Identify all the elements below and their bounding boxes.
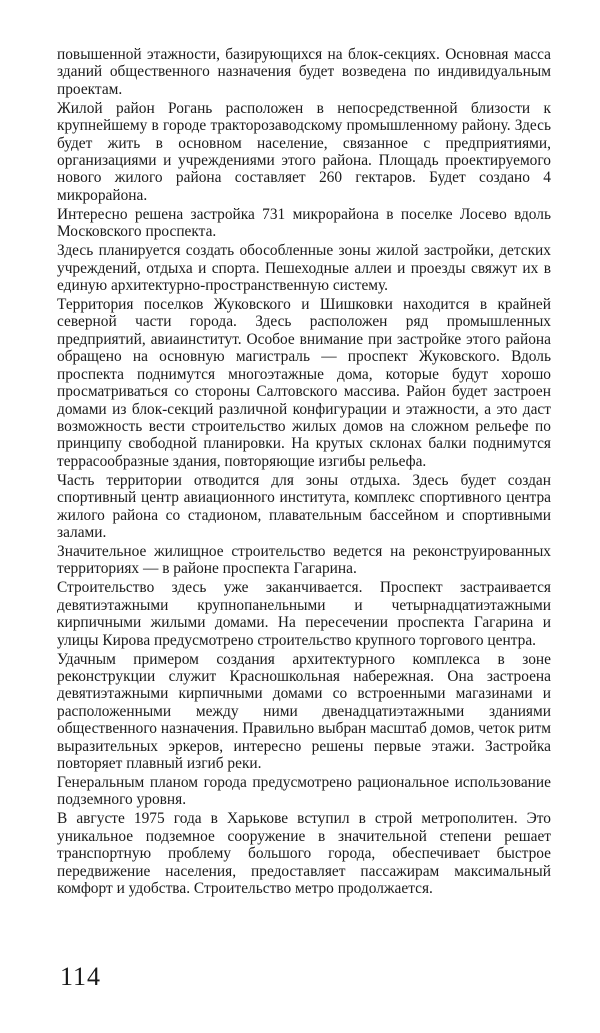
paragraph-zhukovsky-shishkovka: Территория поселков Жуковского и Шишковки находится в крайней северной части города. Здесь расположен ряд промышленных предприятий, авиаинститут. Особое внимание при застройке этого района обращено на основную магистраль — проспект Жуковского. Вдоль проспекта поднимутся многоэтажные дома, которые будут хорошо просматриваться со стороны Салтовского массива. Район будет застроен домами из блок-секций различной конфигурации и этажности, а это даст возможность вести строительство жилых домов на сложном рельефе по принципу свободной планировки. На крутых склонах балки поднимутся террасообразные здания, повторяющие изгибы рельефа. bbox=[57, 296, 551, 470]
paragraph-rogan-district: Жилой район Рогань расположен в непосредственной близости к крупнейшему в городе тракторозаводскому промышленному району. Здесь будет жить в основном население, связанное с предприятиями, организациями и учреждениями этого района. Площадь проектируемого нового жилого района составляет 260 гектаров. Будет создано 4 микрорайона. bbox=[57, 99, 551, 204]
paragraph-recreation-zone: Часть территории отводится для зоны отдыха. Здесь будет создан спортивный центр авиационного института, комплекс спортивного центра жилого района со стадионом, плавательным бассейном и спортивными залами. bbox=[57, 471, 551, 541]
paragraph-gagarin-reconstruction: Значительное жилищное строительство ведется на реконструированных территориях — в районе проспекта Гагарина. bbox=[57, 542, 551, 578]
page-number: 114 bbox=[60, 962, 102, 991]
paragraph-krasnoshkolnaya-embankment: Удачным примером создания архитектурного комплекса в зоне реконструкции служит Красношкольная набережная. Она застроена девятиэтажными кирпичными домами со встроенными магазинами и расположенными между ними двенадцатиэтажными зданиями общественного назначения. Правильно выбран масштаб домов, четок ритм выразительных эркеров, интересно решены первые этажи. Застройка повторяет плавный изгиб реки. bbox=[57, 650, 551, 772]
paragraph-metro: В августе 1975 года в Харькове вступил в строй метрополитен. Это уникальное подземное сооружение в значительной степени решает транспортную проблему большого города, обеспечивает быстрое передвижение населения, предоставляет пассажирам максимальный комфорт и удобства. Строительство метро продолжается. bbox=[57, 810, 551, 898]
page-body bbox=[57, 46, 551, 899]
paragraph-gagarin-construction: Строительство здесь уже заканчивается. Проспект застраивается девятиэтажными крупнопанельными и четырнадцатиэтажными кирпичными жилыми домами. На пересечении проспекта Гагарина и улицы Кирова предусмотрено строительство крупного торгового центра. bbox=[57, 579, 551, 649]
paragraph-losevo-microdistrict: Интересно решена застройка 731 микрорайона в поселке Лосево вдоль Московского проспекта. bbox=[57, 205, 551, 241]
paragraph-continuation: повышенной этажности, базирующихся на блок-секциях. Основная масса зданий общественного назначения будет возведена по индивидуальным проектам. bbox=[57, 46, 551, 98]
paragraph-zones-planning: Здесь планируется создать обособленные зоны жилой застройки, детских учреждений, отдыха и спорта. Пешеходные аллеи и проезды свяжут их в единую архитектурно-пространственную систему. bbox=[57, 242, 551, 295]
paragraph-underground-level: Генеральным планом города предусмотрено рациональное использование подземного уровня. bbox=[57, 774, 551, 809]
